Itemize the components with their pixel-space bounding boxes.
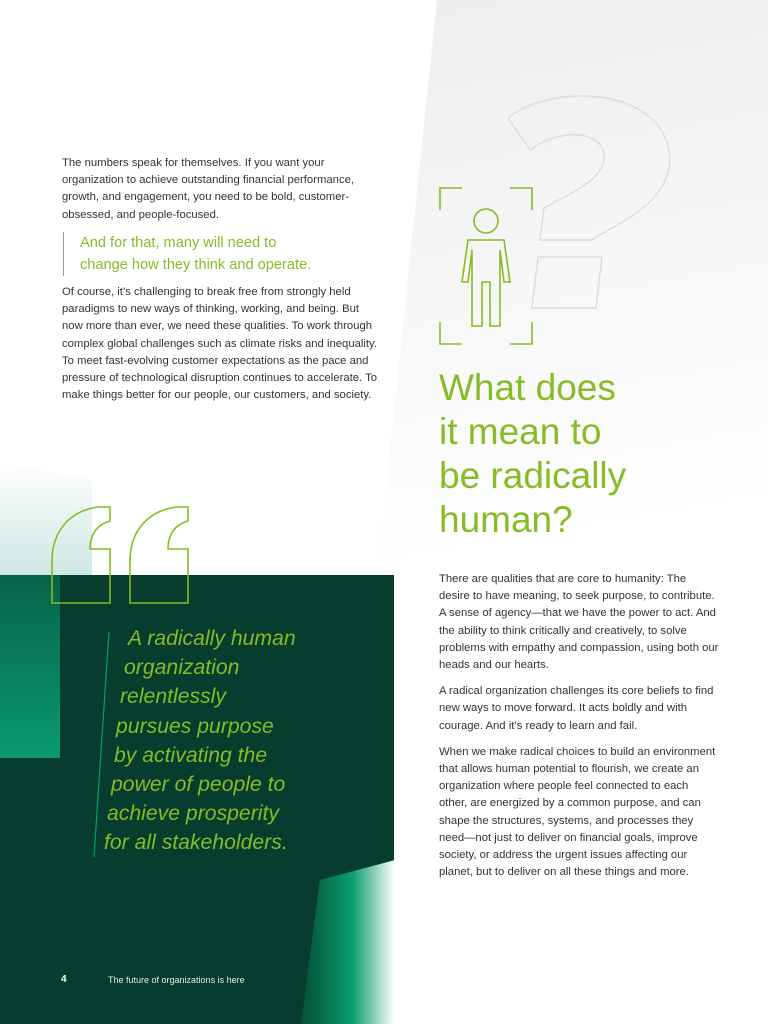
decorative-bottom-gradient [300,860,394,1024]
quote-line: relentlessly [120,685,226,709]
quote-line: achieve prosperity [107,802,279,826]
page-number: 4 [61,974,67,985]
body-paragraph: Of course, it’s challenging to break free from strongly held paradigms to new ways of thinking, working, and being. But now more than ever, we need these qualities. To work through complex global challenges such as climate risks and inequality. To meet fast-evolving customer expectations as the pace and pressure of technological disruption continues to accelerate. To make things better for our people, our customers, and society. [62,286,378,402]
quote-line: for all stakeholders. [104,831,288,855]
pull-quote [63,232,400,276]
body-paragraph: A radical organization challenges its core beliefs to find new ways to move forward. It acts boldly and with courage. And it’s ready to learn and fail. [439,685,714,732]
open-quote-icon [48,503,198,608]
section-heading [439,366,759,542]
body-paragraph: There are qualities that are core to humanity: The desire to have meaning, to seek purpose, to contribute. A sense of agency—that we have the power to act. And the ability to think critically and creatively, to solve problems with empathy and compassion, using both our heads and our hearts. [439,573,719,672]
footer-title: The future of organizations is here [108,975,245,985]
quote-line: A radically human [128,627,296,650]
quote-line: pursues purpose [116,714,274,738]
heading-line: human? [439,499,573,540]
pull-quote-line: And for that, many will need to [80,235,277,251]
quote-line: power of people to [111,773,286,797]
body-paragraph: When we make radical choices to build an environment that allows human potential to flourish, we create an organization where people feel connected to each other, are energized by a common purpose, and can shape the structures, systems, and processes they need—not just to deliver on financial goals, improve society, or address the urgent issues affecting our planet, but to deliver on all these things and more. [439,745,716,879]
heading-line: it mean to [439,411,602,452]
featured-quote [104,624,354,858]
heading-line: be radically [439,455,627,496]
right-column-body [439,571,719,890]
intro-paragraph: The numbers speak for themselves. If you want your organization to achieve outstanding financial performance, growth, and engagement, you need to be bold, customer-obsessed, and people-focused. [62,157,355,221]
quote-line: by activating the [114,743,268,767]
pull-quote-line: change how they think and operate. [80,257,312,273]
person-focus-icon [436,186,536,348]
heading-line: What does [439,367,616,408]
quote-line: organization [124,656,240,680]
